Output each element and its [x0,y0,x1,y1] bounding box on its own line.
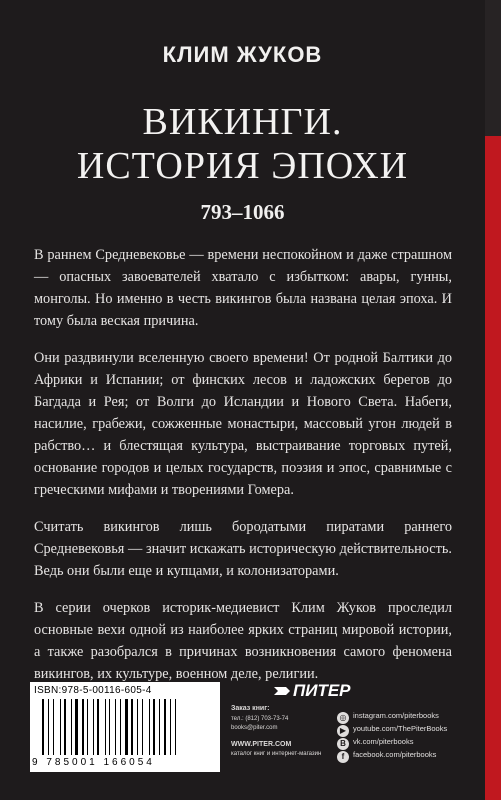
barcode-stripe [142,699,143,755]
barcode-stripe [75,699,78,755]
social-vk-label: vk.com/piterbooks [353,737,414,746]
barcode-stripe [109,699,110,755]
social-instagram-label: instagram.com/piterbooks [353,711,439,720]
social-youtube [337,724,447,737]
barcode-stripe [93,699,94,755]
barcode-stripe [71,699,72,755]
barcode-stripe [64,699,66,755]
barcode-digits: 9 785001 166054 [32,757,155,768]
book-title-line-1: ВИКИНГИ. [142,101,343,143]
social-facebook [337,750,436,763]
order-heading: Заказ книг: [231,705,270,712]
isbn-number: ISBN:978-5-00116-605-4 [34,685,152,696]
publisher-site: WWW.PITER.COM [231,741,292,748]
vk-icon: B [337,738,349,750]
barcode-stripe [105,699,106,755]
book-title-line-2: ИСТОРИЯ ЭПОХИ [76,145,409,187]
back-cover-blurb [34,244,452,700]
author-name: КЛИМ ЖУКОВ [162,42,323,67]
barcode-stripe [60,699,61,755]
barcode-stripe [82,699,84,755]
barcode-stripe [159,699,160,755]
instagram-icon: ◎ [337,712,349,724]
barcode-stripe [42,699,44,755]
book-years: 793–1066 [200,200,285,224]
barcode-stripe [97,699,99,755]
barcode-stripe [153,699,155,755]
barcode-stripe [131,699,133,755]
publisher-logo-icon [274,682,290,694]
catalog-note: каталог книг и интернет-магазин [231,751,322,757]
barcode-stripe [175,699,176,755]
barcode-stripe [137,699,138,755]
youtube-icon: ▶ [337,725,349,737]
social-facebook-label: facebook.com/piterbooks [353,750,437,759]
isbn-barcode-box [30,682,220,772]
blurb-paragraph: Считать викингов лишь бородатыми пиратами раннего Средневековья — значит искажать историческую действительность. Ведь они были еще и купцами, и колонизаторами. [34,519,452,579]
facebook-icon: f [337,751,349,763]
spine-red-stripe [485,136,501,800]
social-instagram [337,711,439,724]
publisher-logo [274,681,351,701]
publisher-name: ПИТЕР [293,681,351,700]
order-phone: тел.: (812) 703-73-74 [231,716,289,722]
barcode-stripe [120,699,121,755]
barcode-stripe [170,699,171,755]
social-vk [337,737,413,750]
barcode-icon [42,699,214,755]
barcode-stripe [53,699,54,755]
barcode-stripe [115,699,116,755]
blurb-paragraph: В серии очерков историк-медиевист Клим Жуков проследил основные вехи одной из наиболее ярких страниц мировой истории, а также разобрался в причинах возникновения самого феномена викингов, их культуре, военном деле, религии. [34,600,452,682]
order-email: books@piter.com [231,725,278,731]
barcode-stripe [149,699,150,755]
social-youtube-label: youtube.com/ThePiterBooks [353,724,448,733]
barcode-stripe [87,699,88,755]
barcode-stripe [125,699,128,755]
barcode-stripe [48,699,49,755]
blurb-paragraph: Они раздвинули вселенную своего времени! От родной Балтики до Африки и Испании; от финских лесов и ладожских берегов до Багдада и Рея; от Волги до Исландии и Нового Света. Набеги, насилие, грабежи, сожженные монастыри, массовый угон людей в рабство… и блестящая культура, выстраивание торговых путей, основание городов и целых государств, поэзия и эпос, сравнимые с греческими мифами и творениями Гомера. [34,350,452,498]
blurb-paragraph: В раннем Средневековье — времени неспокойном и даже страшном — опасных завоевателей хватало с избытком: авары, гунны, монголы. Но именно в честь викингов была названа целая эпоха. И тому была веская причина. [34,247,452,329]
barcode-stripe [164,699,166,755]
